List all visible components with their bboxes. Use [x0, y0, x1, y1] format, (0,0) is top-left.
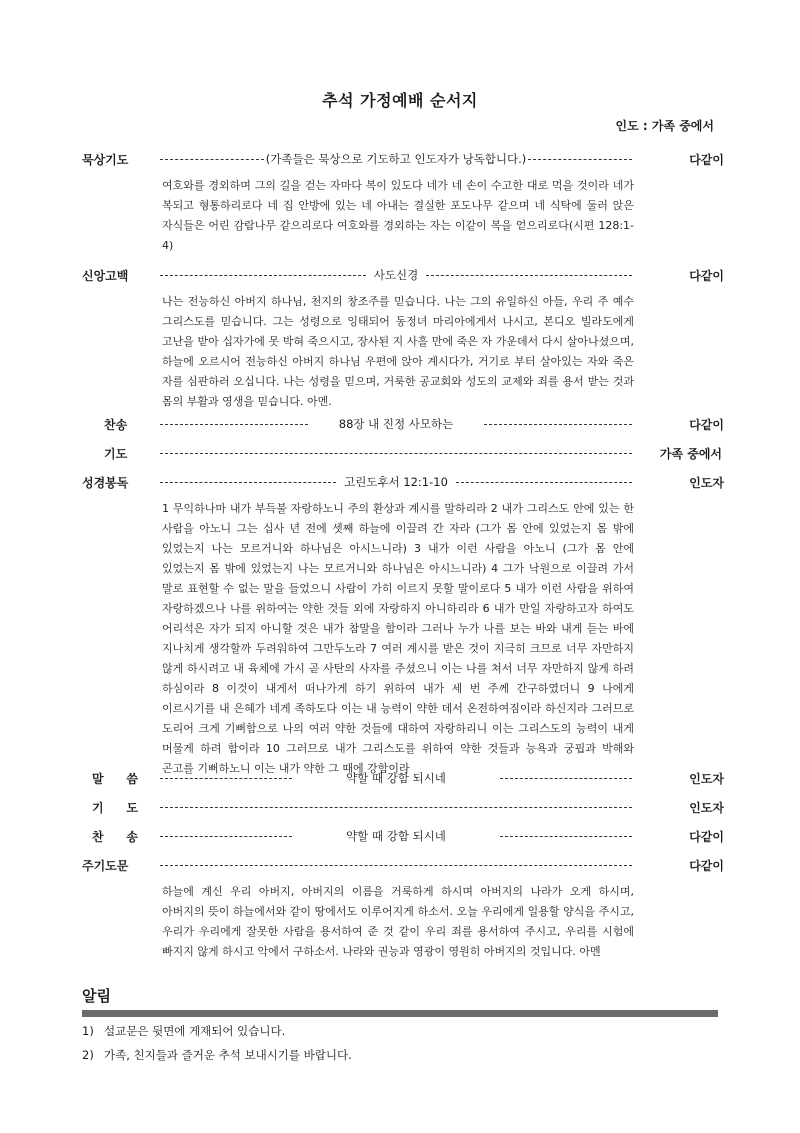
order-item-text: (가족들은 묵상으로 기도하고 인도자가 낭독합니다.) [265, 152, 527, 166]
order-row-creed [0, 264, 800, 286]
dash-line [160, 836, 292, 837]
creed-passage: 나는 전능하신 아버지 하나님, 천지의 창조주를 믿습니다. 나는 그의 유일하신 아들, 우리 주 예수 그리스도를 믿습니다. 그는 성령으로 잉태되어 동정녀 마리아에게서 나시고, 본디오 빌라도에게 고난을 받아 십자가에 못 박혀 죽으시고, 장사된 지 사흘 만에 죽은 자 가운데서 다시 살아나셨으며, 하늘에 오르시어 전능하신 아버지 하나님 우편에 앉아 계시다가, 거기로 부터 살아있는 자와 죽은 자를 심판하러 오십니다. 나는 성령을 믿으며, 거룩한 공교회와 성도의 교제와 죄를 용서 받는 것과 몸의 부활과 영생을 믿습니다. 아멘. [162, 295, 634, 408]
order-responder: 인도자 [689, 476, 724, 490]
notice-item-text: 설교문은 뒷면에 게재되어 있습니다. [104, 1024, 286, 1038]
order-row-closing-hymn [0, 825, 800, 847]
dash-line [160, 159, 264, 160]
order-label: 찬 송 [92, 830, 138, 844]
leader-info: 인도 : 가족 중에서 [615, 119, 714, 133]
order-item-text: 약할 때 강함 되시네 [346, 829, 446, 843]
notice-item-number: 2) [82, 1048, 94, 1062]
order-responder: 다같이 [689, 269, 724, 283]
order-leader-line [160, 767, 632, 789]
order-row-meditation [0, 148, 800, 170]
notice-item [82, 1047, 352, 1063]
lords-prayer-passage: 하늘에 계신 우리 아버지, 아버지의 이름을 거룩하게 하시며 아버지의 나라가 오게 하시며, 아버지의 뜻이 하늘에서와 같이 땅에서도 이루어지게 하소서. 오늘 우리에게 일용할 양식을 주시고, 우리가 우리에게 잘못한 사람을 용서하여 준 것 같이 우리 죄를 용서하여 주시고, 우리를 시험에 빠지지 않게 하시고 악에서 구하소서. 나라와 권능과 영광이 영원히 아버지의 것입니다. 아멘 [162, 885, 634, 958]
dash-line [160, 865, 632, 866]
page-title: 추석 가정예배 순서지 [322, 91, 478, 110]
dash-line [500, 836, 632, 837]
meditation-passage: 여호와를 경외하며 그의 길을 걷는 자마다 복이 있도다 네가 네 손이 수고한 대로 먹을 것이라 네가 복되고 형통하리로다 네 집 안방에 있는 네 아내는 결실한 포도나무 같으며 네 식탁에 둘러 앉은 자식들은 어린 감람나무 같으리로다 여호와를 경외하는 자는 이같이 복을 얻으리로다(시편 128:1-4) [162, 179, 634, 252]
order-label: 기도 [104, 447, 128, 461]
order-responder: 가족 중에서 [659, 447, 722, 461]
order-row-hymn [0, 413, 800, 435]
dash-line [160, 807, 632, 808]
dash-line [160, 275, 366, 276]
order-responder: 다같이 [689, 153, 724, 167]
order-row-prayer [0, 442, 800, 464]
order-leader-line [160, 825, 632, 847]
notice-item-text: 가족, 친지들과 즐거운 추석 보내시기를 바랍니다. [104, 1048, 352, 1062]
order-row-lords-prayer [0, 854, 800, 876]
order-row-closing-prayer [0, 796, 800, 818]
order-row-scripture [0, 471, 800, 493]
order-leader-line [160, 148, 632, 170]
order-label: 묵상기도 [82, 153, 129, 167]
order-item-text: 88장 내 진정 사모하는 [338, 417, 454, 431]
dash-line [528, 159, 632, 160]
dash-line [160, 778, 292, 779]
notice-item [82, 1023, 285, 1039]
dash-line [160, 453, 632, 454]
order-label: 주기도문 [82, 859, 129, 873]
order-responder: 다같이 [689, 418, 724, 432]
order-item-text: 사도신경 [373, 268, 419, 282]
dash-line [484, 424, 632, 425]
notice-divider [82, 1010, 718, 1017]
order-leader-line [160, 442, 632, 464]
order-leader-line [160, 854, 632, 876]
order-label: 기 도 [92, 801, 138, 815]
order-label: 신앙고백 [82, 269, 129, 283]
order-label: 성경봉독 [82, 476, 129, 490]
notice-item-number: 1) [82, 1024, 94, 1038]
dash-line [160, 424, 308, 425]
order-leader-line [160, 796, 632, 818]
dash-line [456, 482, 632, 483]
order-row-sermon [0, 767, 800, 789]
order-responder: 다같이 [689, 859, 724, 873]
order-responder: 인도자 [689, 801, 724, 815]
order-label: 말 씀 [92, 772, 138, 786]
dash-line [426, 275, 632, 276]
order-item-text: 약할 때 강함 되시네 [346, 771, 446, 785]
notice-title: 알림 [82, 987, 111, 1005]
order-label: 찬송 [104, 418, 128, 432]
dash-line [160, 482, 336, 483]
order-leader-line [160, 264, 632, 286]
scripture-passage: 1 무익하나마 내가 부득불 자랑하노니 주의 환상과 계시를 말하리라 2 내가 그리스도 안에 있는 한 사람을 아노니 그는 십사 년 전에 셋째 하늘에 이끌려 간 자라 (그가 몸 안에 있었는지 몸 밖에 있었는지 나는 모르거니와 하나님은 아시느니라) 3 내가 이런 사람을 아노니 (그가 몸 안에 있었는지 몸 밖에 있었는지 나는 모르거니와 하나님은 아시느니라) 4 그가 낙원으로 이끌려 가서 말로 표현할 수 없는 말을 들었으니 사람이 가히 이르지 못할 말이로다 5 내가 이런 사람을 위하여 자랑하겠으나 나를 위하여는 약한 것들 외에 자랑하지 아니하리라 6 내가 만일 자랑하고자 하여도 어리석은 자가 되지 아니할 것은 내가 참말을 함이라 그러나 누가 나를 보는 바와 내게 듣는 바에 지나치게 생각할까 두려워하여 그만두노라 7 여러 계시를 받은 것이 지극히 크므로 너무 자만하지 않게 하시려고 내 육체에 가시 곧 사탄의 사자를 주셨으니 이는 나를 쳐서 너무 자만하지 않게 하려 하심이라 8 이것이 내게서 떠나가게 하기 위하여 내가 세 번 주께 간구하였더니 9 나에게 이르시기를 내 은혜가 네게 족하도다 이는 내 능력이 약한 데서 온전하여짐이라 하신지라 그러므로 도리어 크게 기뻐함으로 나의 여러 약한 것들에 대하여 자랑하리니 이는 그리스도의 능력이 내게 머물게 하려 함이라 10 그러므로 내가 그리스도를 위하여 약한 것들과 능욕과 궁핍과 박해와 곤고를 기뻐하노니 이는 내가 약한 그 때에 강함이라 [162, 502, 634, 775]
order-responder: 인도자 [689, 772, 724, 786]
order-leader-line [160, 413, 632, 435]
dash-line [500, 778, 632, 779]
order-responder: 다같이 [689, 830, 724, 844]
order-item-text: 고린도후서 12:1-10 [344, 475, 448, 489]
order-leader-line [160, 471, 632, 493]
